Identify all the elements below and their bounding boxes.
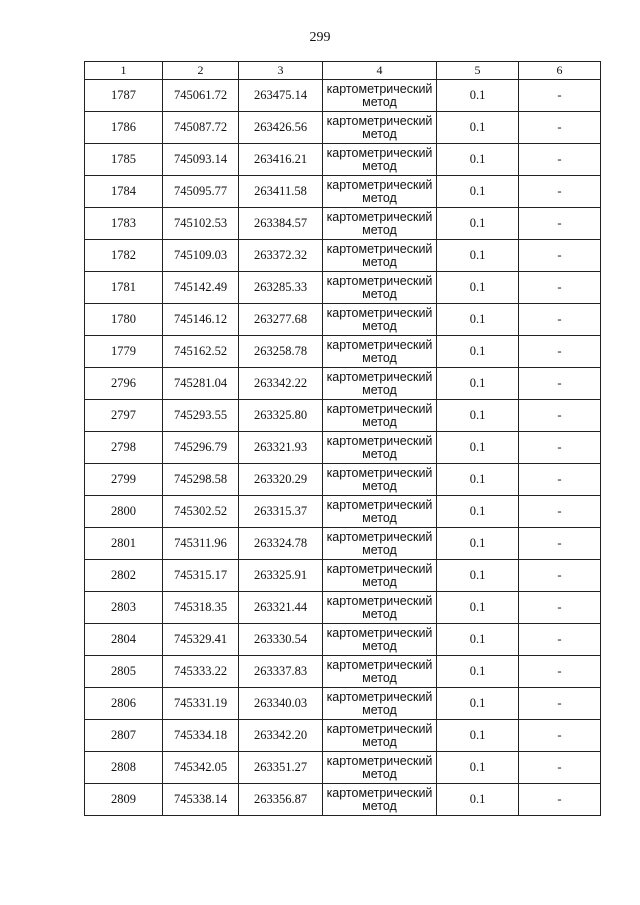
column-header-5: 5 [437, 62, 519, 80]
method-line-2: метод [362, 702, 397, 717]
note-cell: - [519, 336, 601, 368]
y-coordinate-cell: 263411.58 [239, 176, 323, 208]
note-cell: - [519, 496, 601, 528]
accuracy-cell: 0.1 [437, 560, 519, 592]
table-row [85, 432, 601, 464]
method-line-1: картометрический [326, 369, 433, 384]
table-row [85, 368, 601, 400]
table-row [85, 208, 601, 240]
method-line-2: метод [362, 510, 397, 525]
note-cell: - [519, 688, 601, 720]
method-line-2: метод [362, 94, 397, 109]
method-line-2: метод [362, 222, 397, 237]
accuracy-cell: 0.1 [437, 592, 519, 624]
table-row [85, 80, 601, 112]
y-coordinate-cell: 263321.44 [239, 592, 323, 624]
y-coordinate-cell: 263258.78 [239, 336, 323, 368]
note-cell: - [519, 368, 601, 400]
point-number-cell: 2797 [85, 400, 163, 432]
method-line-1: картометрический [326, 529, 433, 544]
method-line-1: картометрический [326, 625, 433, 640]
x-coordinate-cell: 745162.52 [163, 336, 239, 368]
x-coordinate-cell: 745333.22 [163, 656, 239, 688]
method-line-1: картометрический [326, 209, 433, 224]
accuracy-cell: 0.1 [437, 464, 519, 496]
method-line-1: картометрический [326, 81, 433, 96]
note-cell: - [519, 400, 601, 432]
note-cell: - [519, 304, 601, 336]
accuracy-cell: 0.1 [437, 432, 519, 464]
method-cell [323, 528, 437, 560]
method-line-1: картометрический [326, 497, 433, 512]
accuracy-cell: 0.1 [437, 784, 519, 816]
point-number-cell: 2802 [85, 560, 163, 592]
accuracy-cell: 0.1 [437, 144, 519, 176]
x-coordinate-cell: 745318.35 [163, 592, 239, 624]
point-number-cell: 1780 [85, 304, 163, 336]
column-header-3: 3 [239, 62, 323, 80]
coordinates-table [84, 61, 601, 816]
method-line-2: метод [362, 254, 397, 269]
y-coordinate-cell: 263337.83 [239, 656, 323, 688]
column-header-1: 1 [85, 62, 163, 80]
x-coordinate-cell: 745109.03 [163, 240, 239, 272]
method-cell [323, 144, 437, 176]
x-coordinate-cell: 745334.18 [163, 720, 239, 752]
point-number-cell: 1785 [85, 144, 163, 176]
method-line-1: картометрический [326, 337, 433, 352]
method-cell [323, 368, 437, 400]
x-coordinate-cell: 745061.72 [163, 80, 239, 112]
point-number-cell: 1782 [85, 240, 163, 272]
x-coordinate-cell: 745302.52 [163, 496, 239, 528]
note-cell: - [519, 752, 601, 784]
header-row [85, 62, 601, 80]
note-cell: - [519, 432, 601, 464]
x-coordinate-cell: 745102.53 [163, 208, 239, 240]
column-header-2: 2 [163, 62, 239, 80]
method-line-2: метод [362, 382, 397, 397]
method-line-2: метод [362, 798, 397, 813]
method-cell [323, 208, 437, 240]
point-number-cell: 2803 [85, 592, 163, 624]
y-coordinate-cell: 263320.29 [239, 464, 323, 496]
note-cell: - [519, 240, 601, 272]
x-coordinate-cell: 745331.19 [163, 688, 239, 720]
note-cell: - [519, 144, 601, 176]
x-coordinate-cell: 745296.79 [163, 432, 239, 464]
method-line-2: метод [362, 670, 397, 685]
x-coordinate-cell: 745293.55 [163, 400, 239, 432]
x-coordinate-cell: 745142.49 [163, 272, 239, 304]
method-line-2: метод [362, 574, 397, 589]
note-cell: - [519, 784, 601, 816]
method-line-1: картометрический [326, 401, 433, 416]
y-coordinate-cell: 263325.80 [239, 400, 323, 432]
table-row [85, 336, 601, 368]
y-coordinate-cell: 263384.57 [239, 208, 323, 240]
y-coordinate-cell: 263330.54 [239, 624, 323, 656]
point-number-cell: 2801 [85, 528, 163, 560]
method-line-2: метод [362, 766, 397, 781]
method-line-2: метод [362, 542, 397, 557]
table-row [85, 240, 601, 272]
y-coordinate-cell: 263321.93 [239, 432, 323, 464]
method-line-1: картометрический [326, 273, 433, 288]
table-row [85, 304, 601, 336]
point-number-cell: 1784 [85, 176, 163, 208]
method-line-2: метод [362, 158, 397, 173]
y-coordinate-cell: 263285.33 [239, 272, 323, 304]
column-header-4: 4 [323, 62, 437, 80]
accuracy-cell: 0.1 [437, 368, 519, 400]
note-cell: - [519, 528, 601, 560]
note-cell: - [519, 720, 601, 752]
accuracy-cell: 0.1 [437, 496, 519, 528]
method-line-2: метод [362, 414, 397, 429]
method-cell [323, 720, 437, 752]
method-cell [323, 400, 437, 432]
table-row [85, 656, 601, 688]
method-line-1: картометрический [326, 721, 433, 736]
page-number: 299 [309, 30, 331, 45]
x-coordinate-cell: 745146.12 [163, 304, 239, 336]
method-line-1: картометрический [326, 753, 433, 768]
accuracy-cell: 0.1 [437, 80, 519, 112]
method-line-1: картометрический [326, 113, 433, 128]
method-cell [323, 592, 437, 624]
table-body [85, 80, 601, 816]
method-line-2: метод [362, 446, 397, 461]
method-line-2: метод [362, 318, 397, 333]
method-line-1: картометрический [326, 177, 433, 192]
x-coordinate-cell: 745329.41 [163, 624, 239, 656]
table-row [85, 592, 601, 624]
x-coordinate-cell: 745281.04 [163, 368, 239, 400]
table-row [85, 144, 601, 176]
table-row [85, 400, 601, 432]
method-line-2: метод [362, 286, 397, 301]
point-number-cell: 2808 [85, 752, 163, 784]
x-coordinate-cell: 745311.96 [163, 528, 239, 560]
method-line-1: картометрический [326, 561, 433, 576]
method-line-1: картометрический [326, 433, 433, 448]
column-header-6: 6 [519, 62, 601, 80]
method-line-2: метод [362, 350, 397, 365]
method-cell [323, 784, 437, 816]
y-coordinate-cell: 263426.56 [239, 112, 323, 144]
method-cell [323, 752, 437, 784]
point-number-cell: 2807 [85, 720, 163, 752]
accuracy-cell: 0.1 [437, 240, 519, 272]
method-line-2: метод [362, 638, 397, 653]
method-cell [323, 336, 437, 368]
x-coordinate-cell: 745315.17 [163, 560, 239, 592]
accuracy-cell: 0.1 [437, 528, 519, 560]
method-cell [323, 240, 437, 272]
x-coordinate-cell: 745298.58 [163, 464, 239, 496]
point-number-cell: 2796 [85, 368, 163, 400]
x-coordinate-cell: 745093.14 [163, 144, 239, 176]
table-row [85, 784, 601, 816]
y-coordinate-cell: 263372.32 [239, 240, 323, 272]
method-cell [323, 432, 437, 464]
table-row [85, 720, 601, 752]
point-number-cell: 2804 [85, 624, 163, 656]
point-number-cell: 1779 [85, 336, 163, 368]
method-cell [323, 496, 437, 528]
y-coordinate-cell: 263324.78 [239, 528, 323, 560]
accuracy-cell: 0.1 [437, 176, 519, 208]
x-coordinate-cell: 745087.72 [163, 112, 239, 144]
accuracy-cell: 0.1 [437, 336, 519, 368]
method-line-2: метод [362, 190, 397, 205]
method-cell [323, 272, 437, 304]
method-line-1: картометрический [326, 241, 433, 256]
y-coordinate-cell: 263340.03 [239, 688, 323, 720]
note-cell: - [519, 176, 601, 208]
y-coordinate-cell: 263356.87 [239, 784, 323, 816]
point-number-cell: 2799 [85, 464, 163, 496]
method-line-1: картометрический [326, 465, 433, 480]
method-line-2: метод [362, 126, 397, 141]
table-row [85, 624, 601, 656]
method-cell [323, 80, 437, 112]
method-line-2: метод [362, 478, 397, 493]
note-cell: - [519, 112, 601, 144]
method-line-1: картометрический [326, 145, 433, 160]
method-line-1: картометрический [326, 657, 433, 672]
method-line-2: метод [362, 734, 397, 749]
x-coordinate-cell: 745338.14 [163, 784, 239, 816]
table-row [85, 752, 601, 784]
accuracy-cell: 0.1 [437, 112, 519, 144]
table-row [85, 112, 601, 144]
method-cell [323, 112, 437, 144]
point-number-cell: 1783 [85, 208, 163, 240]
y-coordinate-cell: 263325.91 [239, 560, 323, 592]
point-number-cell: 2798 [85, 432, 163, 464]
table-row [85, 496, 601, 528]
accuracy-cell: 0.1 [437, 304, 519, 336]
table-row [85, 528, 601, 560]
point-number-cell: 1786 [85, 112, 163, 144]
table-row [85, 176, 601, 208]
y-coordinate-cell: 263416.21 [239, 144, 323, 176]
method-line-1: картометрический [326, 689, 433, 704]
method-cell [323, 656, 437, 688]
note-cell: - [519, 560, 601, 592]
method-cell [323, 464, 437, 496]
note-cell: - [519, 80, 601, 112]
method-cell [323, 560, 437, 592]
accuracy-cell: 0.1 [437, 656, 519, 688]
accuracy-cell: 0.1 [437, 752, 519, 784]
table-row [85, 560, 601, 592]
note-cell: - [519, 656, 601, 688]
point-number-cell: 2800 [85, 496, 163, 528]
y-coordinate-cell: 263351.27 [239, 752, 323, 784]
method-cell [323, 176, 437, 208]
method-cell [323, 304, 437, 336]
accuracy-cell: 0.1 [437, 400, 519, 432]
accuracy-cell: 0.1 [437, 720, 519, 752]
method-line-1: картометрический [326, 593, 433, 608]
point-number-cell: 2806 [85, 688, 163, 720]
accuracy-cell: 0.1 [437, 272, 519, 304]
table-row [85, 272, 601, 304]
accuracy-cell: 0.1 [437, 624, 519, 656]
x-coordinate-cell: 745095.77 [163, 176, 239, 208]
y-coordinate-cell: 263342.20 [239, 720, 323, 752]
point-number-cell: 2809 [85, 784, 163, 816]
note-cell: - [519, 624, 601, 656]
table-row [85, 688, 601, 720]
note-cell: - [519, 208, 601, 240]
y-coordinate-cell: 263475.14 [239, 80, 323, 112]
method-cell [323, 688, 437, 720]
note-cell: - [519, 272, 601, 304]
y-coordinate-cell: 263315.37 [239, 496, 323, 528]
y-coordinate-cell: 263342.22 [239, 368, 323, 400]
table-row [85, 464, 601, 496]
note-cell: - [519, 464, 601, 496]
accuracy-cell: 0.1 [437, 688, 519, 720]
y-coordinate-cell: 263277.68 [239, 304, 323, 336]
method-cell [323, 624, 437, 656]
accuracy-cell: 0.1 [437, 208, 519, 240]
point-number-cell: 1787 [85, 80, 163, 112]
x-coordinate-cell: 745342.05 [163, 752, 239, 784]
method-line-1: картометрический [326, 785, 433, 800]
method-line-2: метод [362, 606, 397, 621]
point-number-cell: 2805 [85, 656, 163, 688]
method-line-1: картометрический [326, 305, 433, 320]
point-number-cell: 1781 [85, 272, 163, 304]
note-cell: - [519, 592, 601, 624]
